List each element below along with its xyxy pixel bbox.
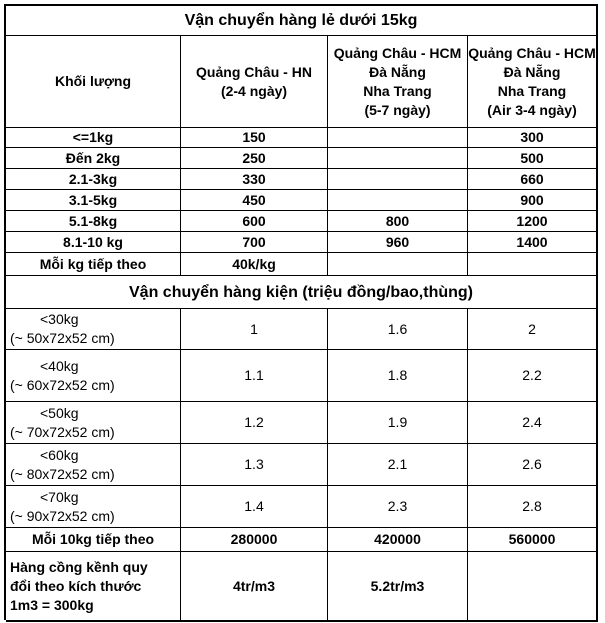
retail-row-weight: 8.1-10 kg bbox=[6, 232, 181, 253]
package-row-sea: 1.9 bbox=[328, 402, 468, 444]
package-row-label: <60kg (~ 80x72x52 cm) bbox=[6, 444, 181, 486]
retail-row-hn: 700 bbox=[181, 232, 328, 253]
retail-row-air: 500 bbox=[468, 148, 598, 169]
retail-row-hn: 250 bbox=[181, 148, 328, 169]
air-route-header: Quảng Châu - HCM Đà Nẵng Nha Trang (Air 3-4 ngày) bbox=[468, 36, 598, 128]
package-row-label: <30kg (~ 50x72x52 cm) bbox=[6, 309, 181, 350]
retail-extra-label: Mỗi kg tiếp theo bbox=[6, 253, 181, 276]
package-row-air: 2.8 bbox=[468, 486, 598, 528]
retail-row-air: 660 bbox=[468, 169, 598, 190]
package-row-hn: 1.4 bbox=[181, 486, 328, 528]
package-row-sea: 1.6 bbox=[328, 309, 468, 350]
package-extra-label: Mỗi 10kg tiếp theo bbox=[6, 528, 181, 552]
retail-row-sea bbox=[328, 148, 468, 169]
retail-row-air: 1400 bbox=[468, 232, 598, 253]
retail-row-sea: 960 bbox=[328, 232, 468, 253]
package-row-sea: 1.8 bbox=[328, 350, 468, 402]
retail-section-title: Vận chuyển hàng lẻ dưới 15kg bbox=[6, 6, 598, 36]
package-row-label: <70kg (~ 90x72x52 cm) bbox=[6, 486, 181, 528]
package-row-sea: 2.1 bbox=[328, 444, 468, 486]
retail-row-air: 1200 bbox=[468, 211, 598, 232]
package-row-air: 2 bbox=[468, 309, 598, 350]
retail-extra-empty bbox=[328, 253, 468, 276]
package-row-hn: 1 bbox=[181, 309, 328, 350]
package-row-hn: 1.2 bbox=[181, 402, 328, 444]
bulky-goods-sea: 5.2tr/m3 bbox=[328, 552, 468, 622]
retail-row-weight: 5.1-8kg bbox=[6, 211, 181, 232]
retail-row-hn: 450 bbox=[181, 190, 328, 211]
package-row-hn: 1.1 bbox=[181, 350, 328, 402]
package-row-label: <50kg (~ 70x72x52 cm) bbox=[6, 402, 181, 444]
retail-row-hn: 150 bbox=[181, 128, 328, 148]
price-table bbox=[4, 4, 598, 620]
retail-extra-value: 40k/kg bbox=[181, 253, 328, 276]
package-extra-hn: 280000 bbox=[181, 528, 328, 552]
retail-row-sea bbox=[328, 128, 468, 148]
retail-row-hn: 600 bbox=[181, 211, 328, 232]
package-row-sea: 2.3 bbox=[328, 486, 468, 528]
retail-row-air: 300 bbox=[468, 128, 598, 148]
retail-row-sea: 800 bbox=[328, 211, 468, 232]
retail-row-sea bbox=[328, 190, 468, 211]
package-section-title: Vận chuyển hàng kiện (triệu đồng/bao,thùng) bbox=[6, 276, 598, 309]
retail-row-weight: <=1kg bbox=[6, 128, 181, 148]
weight-column-header: Khối lượng bbox=[6, 36, 181, 128]
retail-row-weight: 2.1-3kg bbox=[6, 169, 181, 190]
retail-row-weight: 3.1-5kg bbox=[6, 190, 181, 211]
retail-row-sea bbox=[328, 169, 468, 190]
package-row-air: 2.4 bbox=[468, 402, 598, 444]
retail-extra-empty bbox=[468, 253, 598, 276]
package-row-air: 2.2 bbox=[468, 350, 598, 402]
package-extra-air: 560000 bbox=[468, 528, 598, 552]
retail-row-air: 900 bbox=[468, 190, 598, 211]
hn-route-header: Quảng Châu - HN (2-4 ngày) bbox=[181, 36, 328, 128]
bulky-goods-air bbox=[468, 552, 598, 622]
package-row-hn: 1.3 bbox=[181, 444, 328, 486]
retail-row-hn: 330 bbox=[181, 169, 328, 190]
bulky-goods-hn: 4tr/m3 bbox=[181, 552, 328, 622]
sea-route-header: Quảng Châu - HCM Đà Nẵng Nha Trang (5-7 ngày) bbox=[328, 36, 468, 128]
package-row-air: 2.6 bbox=[468, 444, 598, 486]
retail-row-weight: Đến 2kg bbox=[6, 148, 181, 169]
package-extra-sea: 420000 bbox=[328, 528, 468, 552]
bulky-goods-label: Hàng cồng kềnh quy đổi theo kích thước 1m3 = 300kg bbox=[6, 552, 181, 622]
package-row-label: <40kg (~ 60x72x52 cm) bbox=[6, 350, 181, 402]
